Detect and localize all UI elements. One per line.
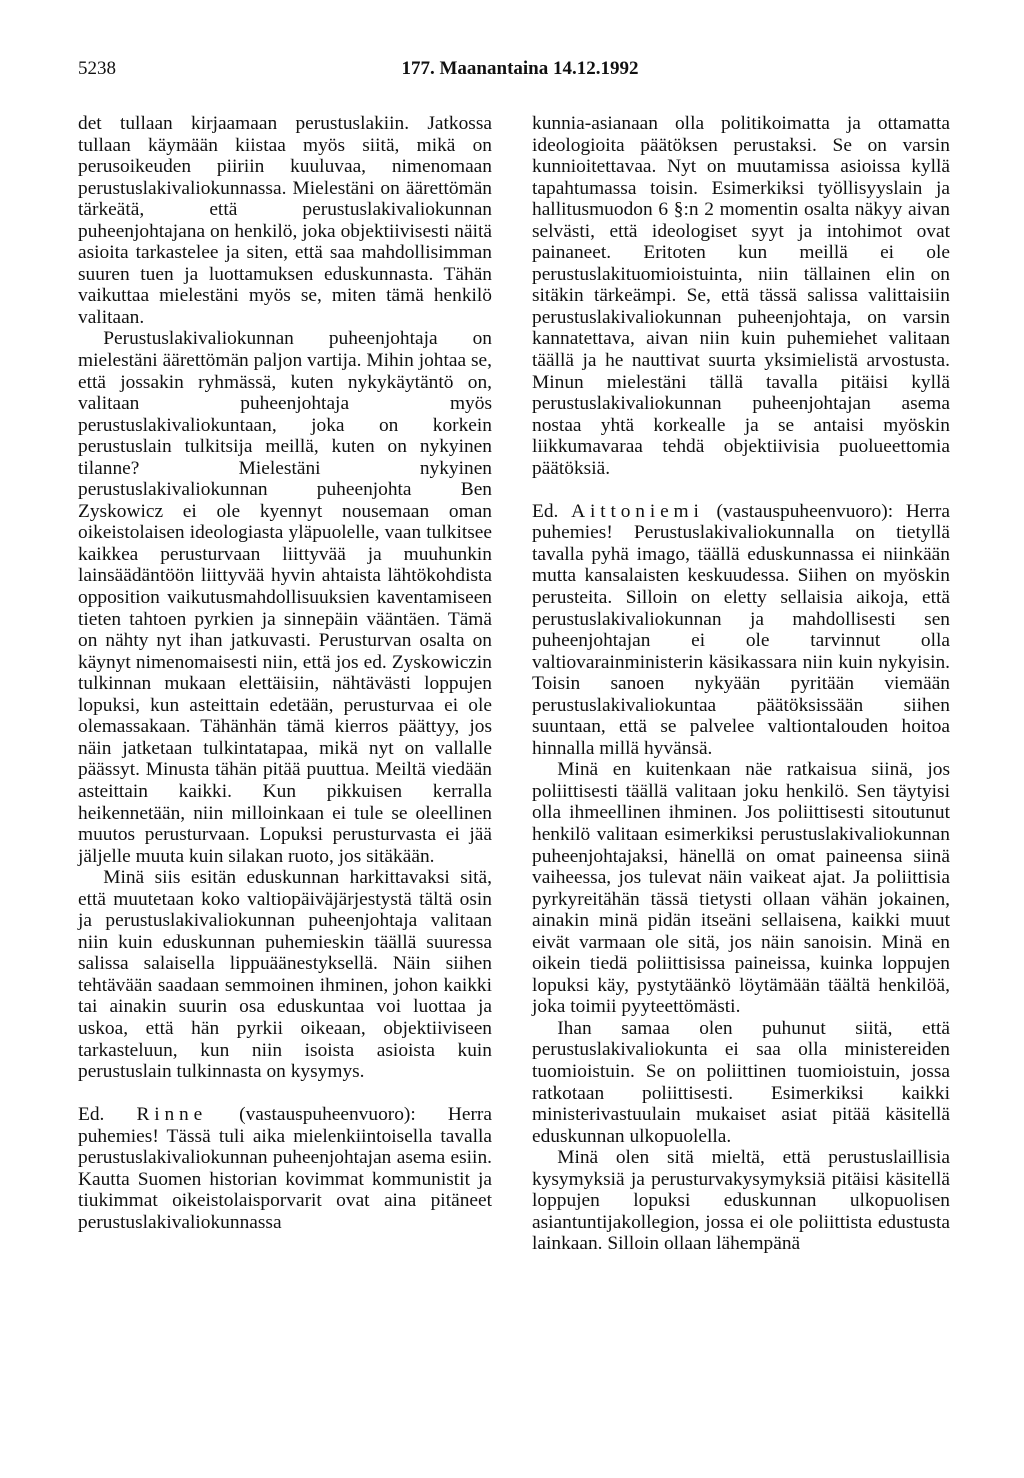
left-column	[78, 113, 492, 1233]
speaker-name: Rinne	[136, 1104, 208, 1126]
paragraph: Perustuslakivaliokunnan puheenjohtaja on mielestäni äärettömän paljon vartija. Mihin johtaa se, että jossakin ryhmässä, kuten nykykäytäntö on, valitaan puheenjohtaja myös perustuslakivaliokuntaan, joka on korkein perustuslain tulkitsija meillä, kuten on nykyinen tilanne? Mielestäni nykyinen perustuslakivaliokunnan puheenjohta Ben Zyskowicz ei ole kyennyt nousemaan oman oikeistolaisen ideologiasta yläpuolelle, vaan tulkitsee kaikkea perusturvaan liittyvää ja muuhunkin lainsäädäntöön liittyvää hyvin ahtaista lähtökohdista opposition vaikutusmahdollisuuksien kaventamiseen tieten tahtoen pyrkien ja sinnepäin vääntäen. Tämä on nähty nyt ihan jatkuvasti. Perusturvan osalta on käynyt nimenomaisesti niin, että jos ed. Zyskowiczin tulkinnan mukaan elettäisiin, nähtävästi loppujen lopuksi, kun asteittain edetään, perusturvaa ei ole olemassakaan. Tähänhän tämä kierros päättyy, jos näin jatketaan tulkintatapaa, mikä nyt on vallalle päässyt. Minusta tähän pitää puuttua. Meiltä viedään asteittain kaikki. Kun pikkuisen kerralla heikennetään, niin milloinkaan ei tule se oleellinen muutos perusturvaan. Lopuksi perusturvasta ei jää jäljelle muuta kuin silakan ruoto, jos sitäkään.	[78, 328, 492, 867]
speech-paragraph	[78, 1104, 492, 1233]
page-header	[78, 56, 962, 82]
speaker-prefix: Ed.	[532, 500, 572, 522]
paragraph: kunnia-asianaan olla politikoimatta ja ottamatta ideologioita päätöksen perustaksi. Se on varsin kunnioitettavaa. Nyt on muutamissa asioissa kyllä tapahtumassa toisin. Esimerkiksi työllisyyslain ja hallitusmuodon 6 §:n 2 momentin osalta näkyy aivan selvästi, että ideologiset syyt ja intohimot ovat painaneet. Eritoten kun meillä ei ole perustuslakituomioistuinta, niin tällainen elin on sitäkin tärkeämpi. Se, että tässä salissa valittaisiin perustuslakivaliokunnan puheenjohtaja, on varsin kannatettava, aivan niin kuin puhemiehet valitaan täällä ja he nauttivat suurta yksimielistä arvostusta. Minun mielestäni tällä tavalla pitäisi kyllä perustuslakivaliokunnan puheenjohtajan asema nostaa yhtä korkealle ja se antaisi myöskin liikkumavaraa tehdä objektiivisia puolueettomia päätöksiä.	[532, 113, 950, 479]
paragraph: Minä en kuitenkaan näe ratkaisua siinä, jos poliittisesti täällä valitaan joku henkilö. Sen täytyisi olla ihmeellinen ihminen. Jos poliittisesti sitoutunut henkilö valitaan esimerkiksi perustuslakivaliokunnan puheenjohtajaksi, hänellä on omat paineensa siinä vaiheessa, jos tulevat näin vaikeat ajat. Ja poliittisia pyrkyreitähän tässä tietysti ollaan vähän jokainen, ainakin minä pidän itseäni sellaisena, kaikki muut eivät varmaan ole sitä, jos näin sanoisin. Minä en oikein tiedä poliittisissa paineissa, kuinka loppujen lopuksi käy, pystytäänkö löytämään täältä henkilöä, joka toimii pyyteettömästi.	[532, 759, 950, 1018]
speech-text: (vastauspuheenvuoro): Herra puhemies! Tässä tuli aika mielenkiintoisella tavalla perustuslakivaliokunnan puheenjohtajan asema esiin. Kautta Suomen historian kovimmat kommunistit ja tiukimmat oikeistolaisporvarit ovat aina pitäneet perustuslakivaliokunnassa	[78, 1104, 492, 1233]
speech-text: (vastauspuheenvuoro): Herra puhemies! Perustuslakivaliokunnalla on tietyllä tavalla pyhä imago, täällä eduskunnassa ei niinkään mutta kansalaisten keskuudessa. Siihen on myöskin perusteita. Silloin on eletty sellaisia aikoja, että perustuslakivaliokunnan ja mahdollisesti sen puheenjohtajan ei ole tarvinnut olla valtiovarainministerin käsikassara niin kuin nykyisin. Toisin sanoen nykyään pyritään viemään perustuslakivaliokuntaa päätöksissään siihen suuntaan, että se palvelee valtiontalouden hoitoa hinnalla millä hyvänsä.	[532, 500, 950, 759]
page-number: 5238	[78, 58, 116, 79]
running-head: 177. Maanantaina 14.12.1992	[401, 58, 639, 79]
right-column	[532, 113, 950, 1255]
speaker-name: Aittoniemi	[571, 500, 704, 522]
paragraph: det tullaan kirjaamaan perustuslakiin. Jatkossa tullaan käymään kiistaa myös siitä, mikä on perusoikeuden piiriin kuuluvaa, nimenomaan perustuslakivaliokunnassa. Mielestäni on äärettömän tärkeätä, että perustuslakivaliokunnan puheenjohtajana on henkilö, joka objektiivisesti näitä asioita tarkastelee ja siten, että saa mahdollisimman suuren tuen ja luottamuksen eduskunnasta. Tähän vaikuttaa mielestäni myös se, miten tämä henkilö valitaan.	[78, 113, 492, 328]
paragraph: Minä siis esitän eduskunnan harkittavaksi sitä, että muutetaan koko valtiopäiväjärjestystä tältä osin ja perustuslakivaliokunnan puheenjohtaja valitaan niin kuin eduskunnan puhemieskin täällä suuressa salissa salaisella lippuäänestyksellä. Näin siihen tehtävään saadaan semmoinen ihminen, johon kaikki tai ainakin suurin osa eduskuntaa voi luottaa ja uskoa, että hän pyrkii oikeaan, objektiiviseen tarkasteluun, kun niin isoista asioista kuin perustuslain tulkinnasta on kysymys.	[78, 867, 492, 1083]
paragraph: Ihan samaa olen puhunut siitä, että perustuslakivaliokunta ei saa olla ministereiden tuomioistuin. Se on poliittinen tuomioistuin, jossa ratkotaan poliittisesti. Esimerkiksi kaikki ministerivastuulain mukaiset asiat pitää käsitellä eduskunnan ulkopuolella.	[532, 1017, 950, 1147]
paragraph: Minä olen sitä mieltä, että perustuslaillisia kysymyksiä ja perusturvakysymyksiä pitäisi käsitellä loppujen lopuksi eduskunnan ulkopuolisen asiantuntijakollegion, jossa ei ole poliittista edustusta lainkaan. Silloin ollaan lähempänä	[532, 1147, 950, 1255]
speaker-prefix: Ed.	[78, 1104, 137, 1126]
speech-paragraph	[532, 501, 950, 760]
